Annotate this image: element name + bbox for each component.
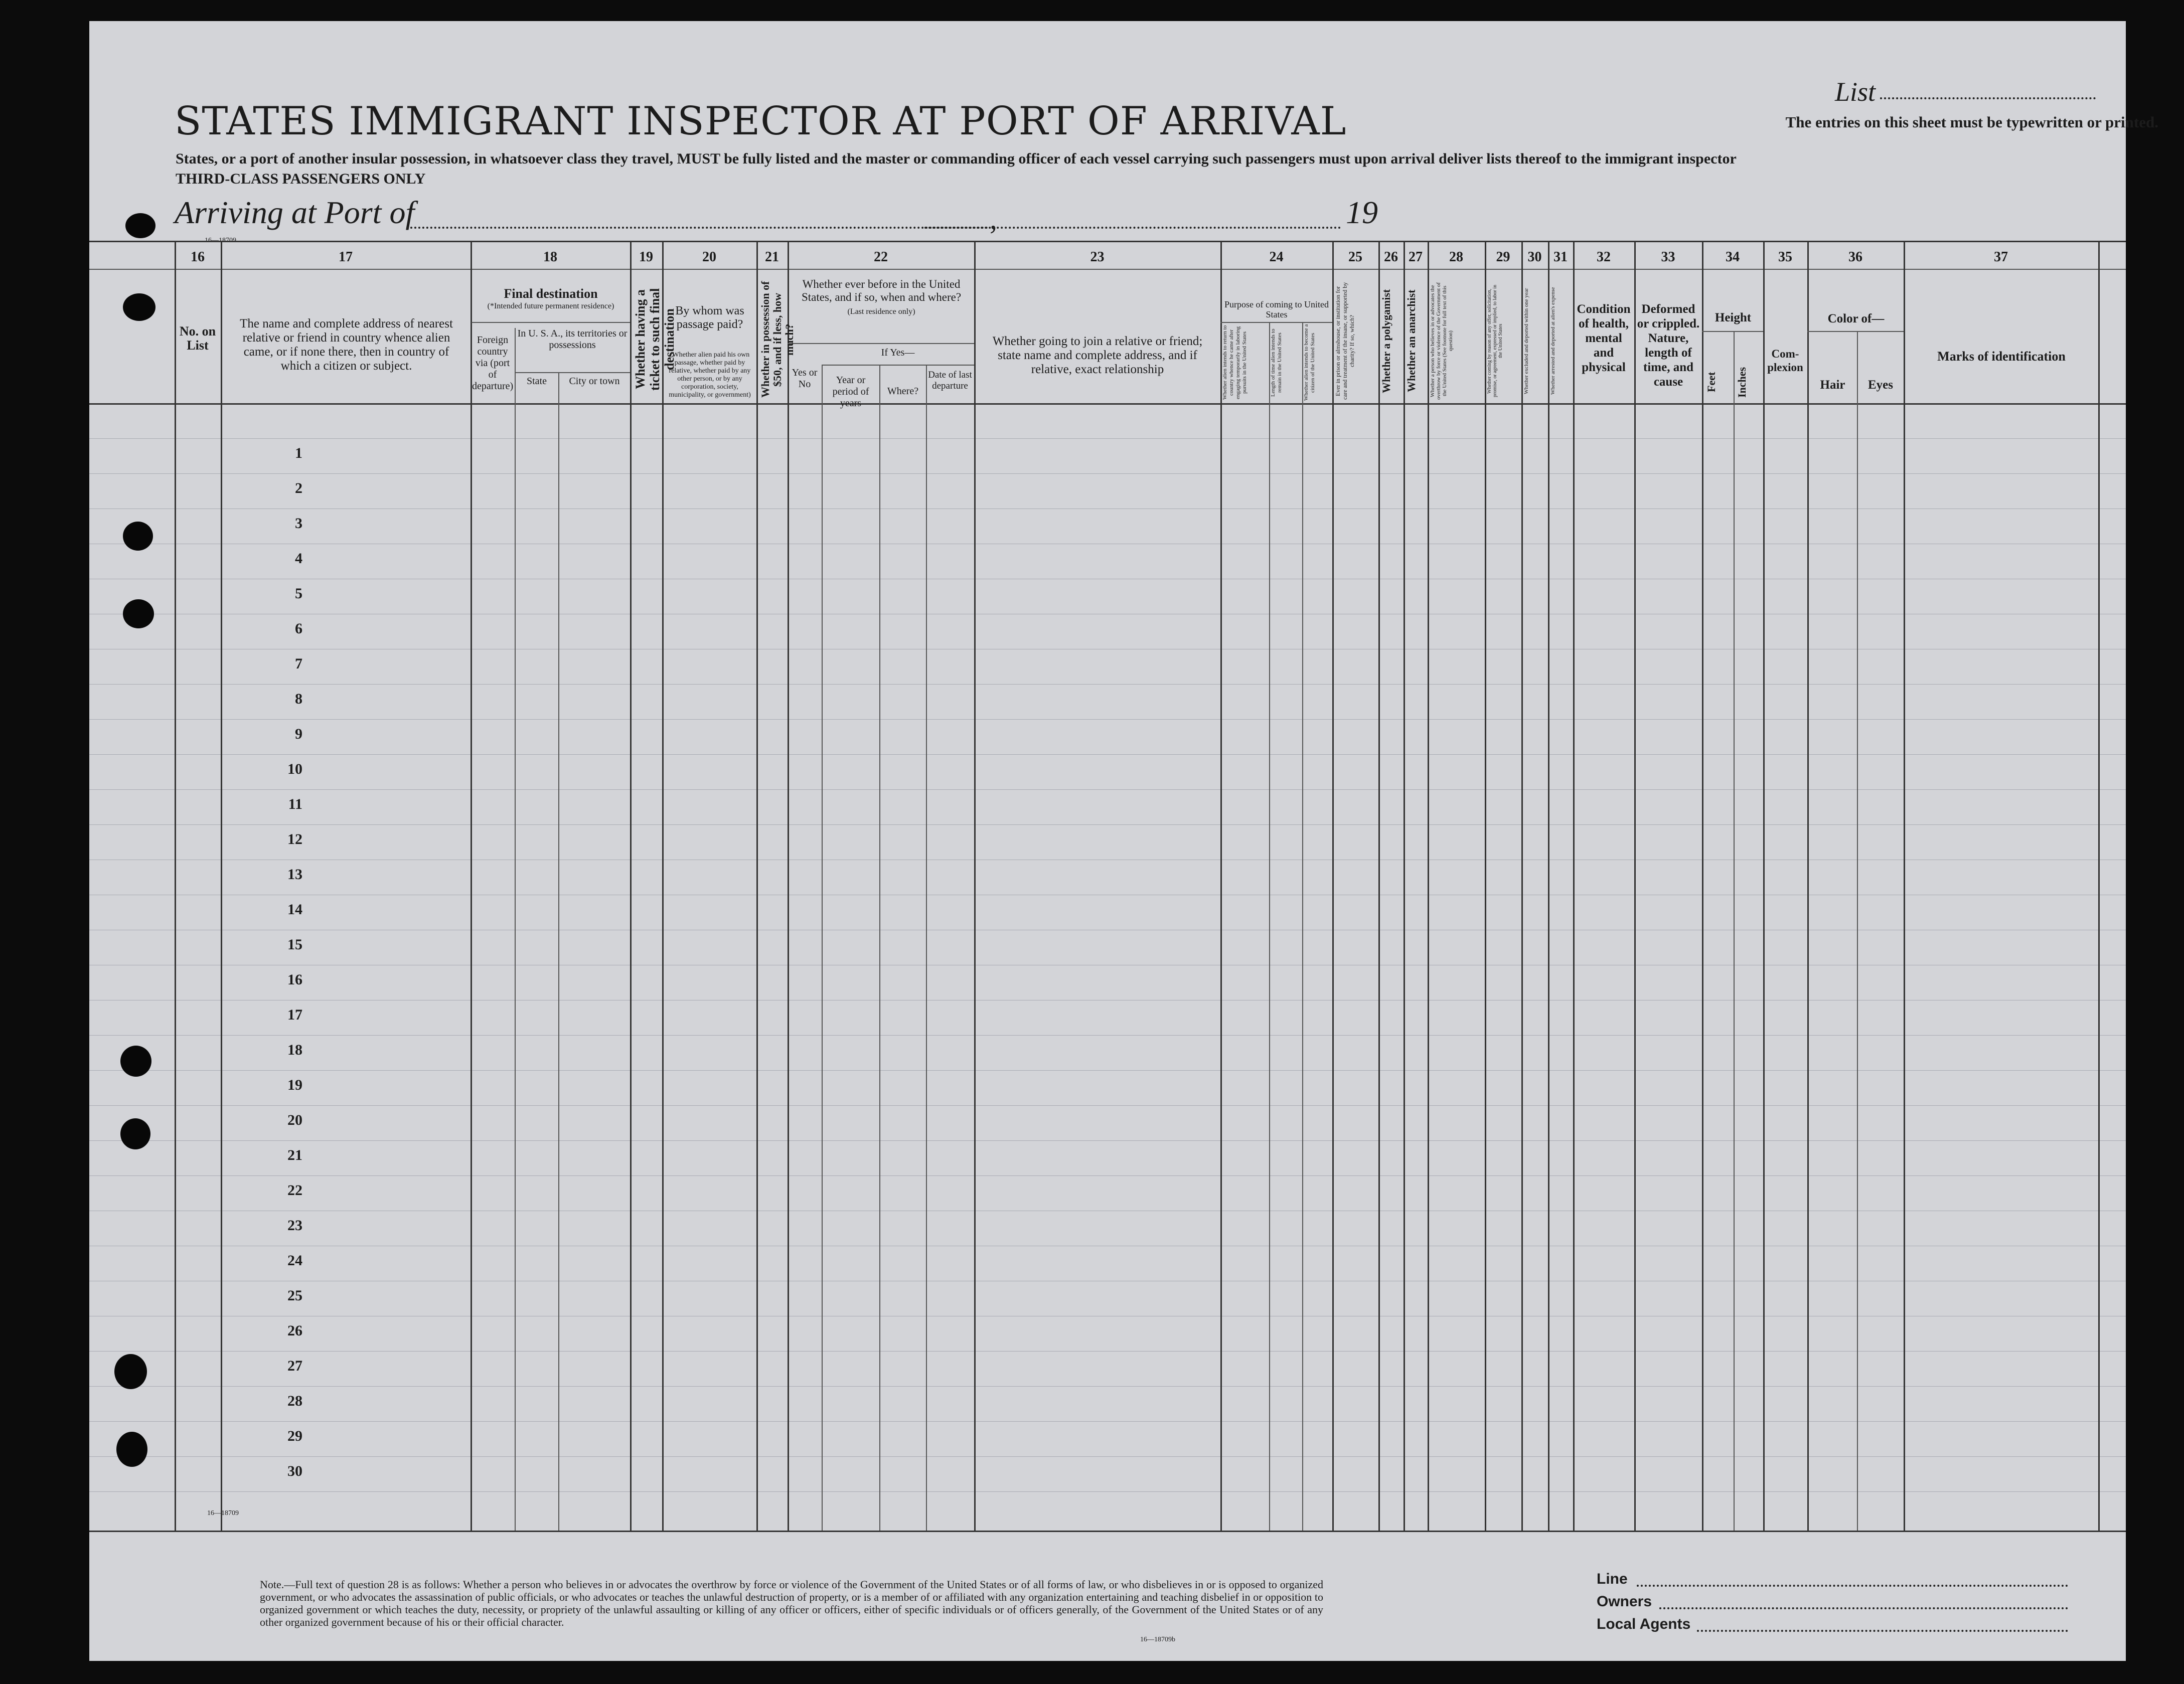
header-polygamist: Whether a polygamist xyxy=(1380,289,1392,393)
header-purpose-a: Whether alien intends to return to country whence he came after engaging temporarily in laboring pursuits in the United States xyxy=(1222,325,1247,400)
header-year-period: Year or period of years xyxy=(832,375,869,409)
row-number: 23 xyxy=(287,1217,302,1234)
row-number: 19 xyxy=(287,1077,302,1093)
header-no-on-list: No. on List xyxy=(179,324,216,353)
column-number-rule xyxy=(89,269,2126,270)
header-purpose: Purpose of coming to United States xyxy=(1224,299,1329,319)
col-num-21: 21 xyxy=(765,249,779,265)
header-relative: The name and complete address of nearest relative or friend in country whence alien came, or if none there, then in country of which a citizen or subject. xyxy=(240,317,453,373)
col-num-33: 33 xyxy=(1661,249,1675,265)
row-number: 15 xyxy=(287,936,302,953)
header-hair: Hair xyxy=(1820,378,1845,392)
form-title: STATES IMMIGRANT INSPECTOR AT PORT OF ARRIVAL xyxy=(175,99,1347,144)
year-prefix: 19 xyxy=(1346,195,1378,230)
row-number: 27 xyxy=(287,1358,302,1374)
header-intended-residence: (*Intended future permanent residence) xyxy=(487,302,614,310)
header-anarchist: Whether an anarchist xyxy=(1405,289,1418,393)
owners-label: Owners xyxy=(1597,1593,1652,1610)
header-deformed: Deformed or crippled. Nature, length of time, and cause xyxy=(1637,302,1700,389)
row-number: 11 xyxy=(288,796,302,812)
owners-field xyxy=(1659,1607,2068,1609)
header-by-whom: By whom was passage paid? xyxy=(675,304,744,331)
col-num-35: 35 xyxy=(1778,249,1792,265)
row-number: 12 xyxy=(287,831,302,848)
port-name-line xyxy=(406,227,988,229)
row-number: 2 xyxy=(295,480,302,496)
row-number: 7 xyxy=(295,655,302,672)
form-subtitle: States, or a port of another insular possession, in whatsoever class they travel, MUST be fully listed and the master or commanding officer of each vessel carrying such passengers must upon arrival deliver lists thereof to the immigrant inspector xyxy=(176,150,1737,167)
row-number: 5 xyxy=(295,585,302,602)
header-purpose-b: Length of time alien intends to remain in the United States xyxy=(1270,328,1283,397)
col-num-25: 25 xyxy=(1348,249,1362,265)
row-number: 29 xyxy=(287,1428,302,1444)
header-purpose-c: Whether alien intends to become a citizen of the United States xyxy=(1303,324,1316,401)
punch-hole xyxy=(114,1354,147,1389)
header-yes-no: Yes or No xyxy=(792,367,818,390)
header-where: Where? xyxy=(887,386,919,397)
col-num-27: 27 xyxy=(1409,249,1423,265)
header-eyes: Eyes xyxy=(1868,378,1893,392)
col-num-32: 32 xyxy=(1597,249,1611,265)
punch-hole xyxy=(123,293,155,321)
col-num-17: 17 xyxy=(339,249,353,265)
col-num-22: 22 xyxy=(874,249,888,265)
col-num-30: 30 xyxy=(1527,249,1542,265)
footnote-question-28: Note.—Full text of question 28 is as follows: Whether a person who believes in or advocates the overthrow by force or violence of the Government of the United States or of all forms of law, or who disbelieves in or is opposed to organized government, or who advocates the assassination of public officials, or who advocates or teaches the unlawful destruction of property, or is a member of or affiliated with any organization entertaining and teaching disbelief in or opposition to organized government or which teaches the duty, necessity, or propriety of the unlawful assaulting or killing of any officer or officers, either of specific individuals or of officers generally, of the Government of the United States or of any other organized government because of his or their official character. xyxy=(260,1578,1323,1628)
header-height: Height xyxy=(1714,311,1752,324)
punch-hole xyxy=(125,213,155,238)
typewritten-notice: The entries on this sheet must be typewritten or printed. xyxy=(1785,113,2158,131)
col-num-19: 19 xyxy=(639,249,653,265)
col-num-31: 31 xyxy=(1553,249,1568,265)
form-code-bottom: 16—18709b xyxy=(1140,1636,1175,1643)
form-sheet xyxy=(89,21,2158,1661)
col-num-37: 37 xyxy=(1994,249,2008,265)
header-feet: Feet xyxy=(1705,372,1718,393)
header-condition: Condition of health, mental and physical xyxy=(1577,302,1631,374)
arriving-label: Arriving at Port of xyxy=(175,195,415,230)
header-foreign-country: Foreign country via (port of departure) xyxy=(472,334,514,392)
header-complexion: Com- plexion xyxy=(1767,348,1803,374)
header-ticket: Whether having a ticket to such final destination xyxy=(633,288,677,391)
col-num-34: 34 xyxy=(1726,249,1740,265)
row-number: 16 xyxy=(287,971,302,988)
col-num-20: 20 xyxy=(702,249,716,265)
header-state: State xyxy=(527,376,547,387)
col-num-18: 18 xyxy=(543,249,557,265)
header-c25: Ever in prison or almshouse, or institution for care and treatment of the insane, or supported by charity? If so, which? xyxy=(1334,282,1355,400)
col-num-36: 36 xyxy=(1848,249,1862,265)
row-number: 24 xyxy=(287,1252,302,1269)
header-c31: Whether arrested and deported at alien's expense xyxy=(1550,287,1556,395)
header-last-residence: (Last residence only) xyxy=(847,307,915,316)
header-inches: Inches xyxy=(1736,367,1748,398)
header-final-destination: Final destination xyxy=(504,286,598,301)
header-c30: Whether excluded and deported within one year xyxy=(1523,288,1529,394)
header-marks: Marks of identification xyxy=(1937,349,2066,364)
header-color-of: Color of— xyxy=(1827,312,1885,325)
col-num-26: 26 xyxy=(1384,249,1398,265)
form-code-top: 16—18709 xyxy=(205,237,236,244)
col-num-23: 23 xyxy=(1090,249,1105,265)
header-c28: Whether a person who believes in or advocates the overthrow by force or violence of the Government of the United States (See footnote for full text of this question) xyxy=(1430,282,1454,400)
header-by-whom-note: (Whether alien paid his own passage, whether paid by relative, whether paid by any other person, or by any corporation, society, municipality, or government) xyxy=(669,351,751,399)
form-code-side: 16—18709 xyxy=(207,1509,239,1517)
row-number: 6 xyxy=(295,620,302,637)
header-joining: Whether going to join a relative or friend; state name and complete address, and if relative, exact relationship xyxy=(992,334,1203,376)
punch-hole xyxy=(123,599,154,628)
header-possession: Whether in possession of $50, and if less, how much? xyxy=(759,281,796,398)
row-number: 21 xyxy=(287,1147,302,1163)
agents-field xyxy=(1697,1630,2068,1632)
row-number: 13 xyxy=(287,866,302,883)
list-label: List xyxy=(1835,77,1876,107)
punch-hole xyxy=(123,522,153,551)
col-num-28: 28 xyxy=(1449,249,1463,265)
table-top-rule xyxy=(89,241,2126,242)
header-if-yes: If Yes— xyxy=(881,347,915,358)
header-ever-before: Whether ever before in the United States, and if so, when and where? xyxy=(801,278,962,303)
row-number: 26 xyxy=(287,1322,302,1339)
row-number: 28 xyxy=(287,1393,302,1409)
line-field xyxy=(1637,1585,2068,1587)
punch-hole xyxy=(120,1118,150,1149)
row-number: 17 xyxy=(287,1006,302,1023)
class-line: THIRD-CLASS PASSENGERS ONLY xyxy=(176,171,426,187)
line-label: Line xyxy=(1597,1571,1628,1587)
col-num-29: 29 xyxy=(1496,249,1510,265)
row-number: 8 xyxy=(295,691,302,707)
list-number-line xyxy=(1880,97,2096,99)
row-number: 10 xyxy=(287,761,302,777)
row-number: 18 xyxy=(287,1042,302,1058)
row-number: 25 xyxy=(287,1287,302,1304)
header-bottom-rule xyxy=(89,403,2126,405)
col-num-24: 24 xyxy=(1269,249,1284,265)
table-bottom-rule xyxy=(89,1531,2126,1532)
date-line xyxy=(924,227,1341,229)
col-num-16: 16 xyxy=(191,249,205,265)
row-number: 20 xyxy=(287,1112,302,1128)
header-c29: Whether coming by reason of any offer, solicitation, promise, or agreement, expressed or implied, to labor in the United States xyxy=(1487,284,1503,398)
header-city: City or town xyxy=(569,376,620,387)
row-number: 1 xyxy=(295,445,302,461)
agents-label: Local Agents xyxy=(1597,1616,1691,1632)
punch-hole xyxy=(120,1046,151,1077)
punch-hole xyxy=(116,1432,147,1467)
row-number: 9 xyxy=(295,726,302,742)
row-number: 22 xyxy=(287,1182,302,1199)
header-date-departure: Date of last departure xyxy=(928,370,972,391)
arriving-comma: , xyxy=(990,202,997,235)
row-number: 14 xyxy=(287,901,302,918)
row-number: 4 xyxy=(295,550,302,567)
header-in-usa: In U. S. A., its territories or possessions xyxy=(517,328,628,351)
row-number: 30 xyxy=(287,1463,302,1479)
row-number: 3 xyxy=(295,515,302,532)
